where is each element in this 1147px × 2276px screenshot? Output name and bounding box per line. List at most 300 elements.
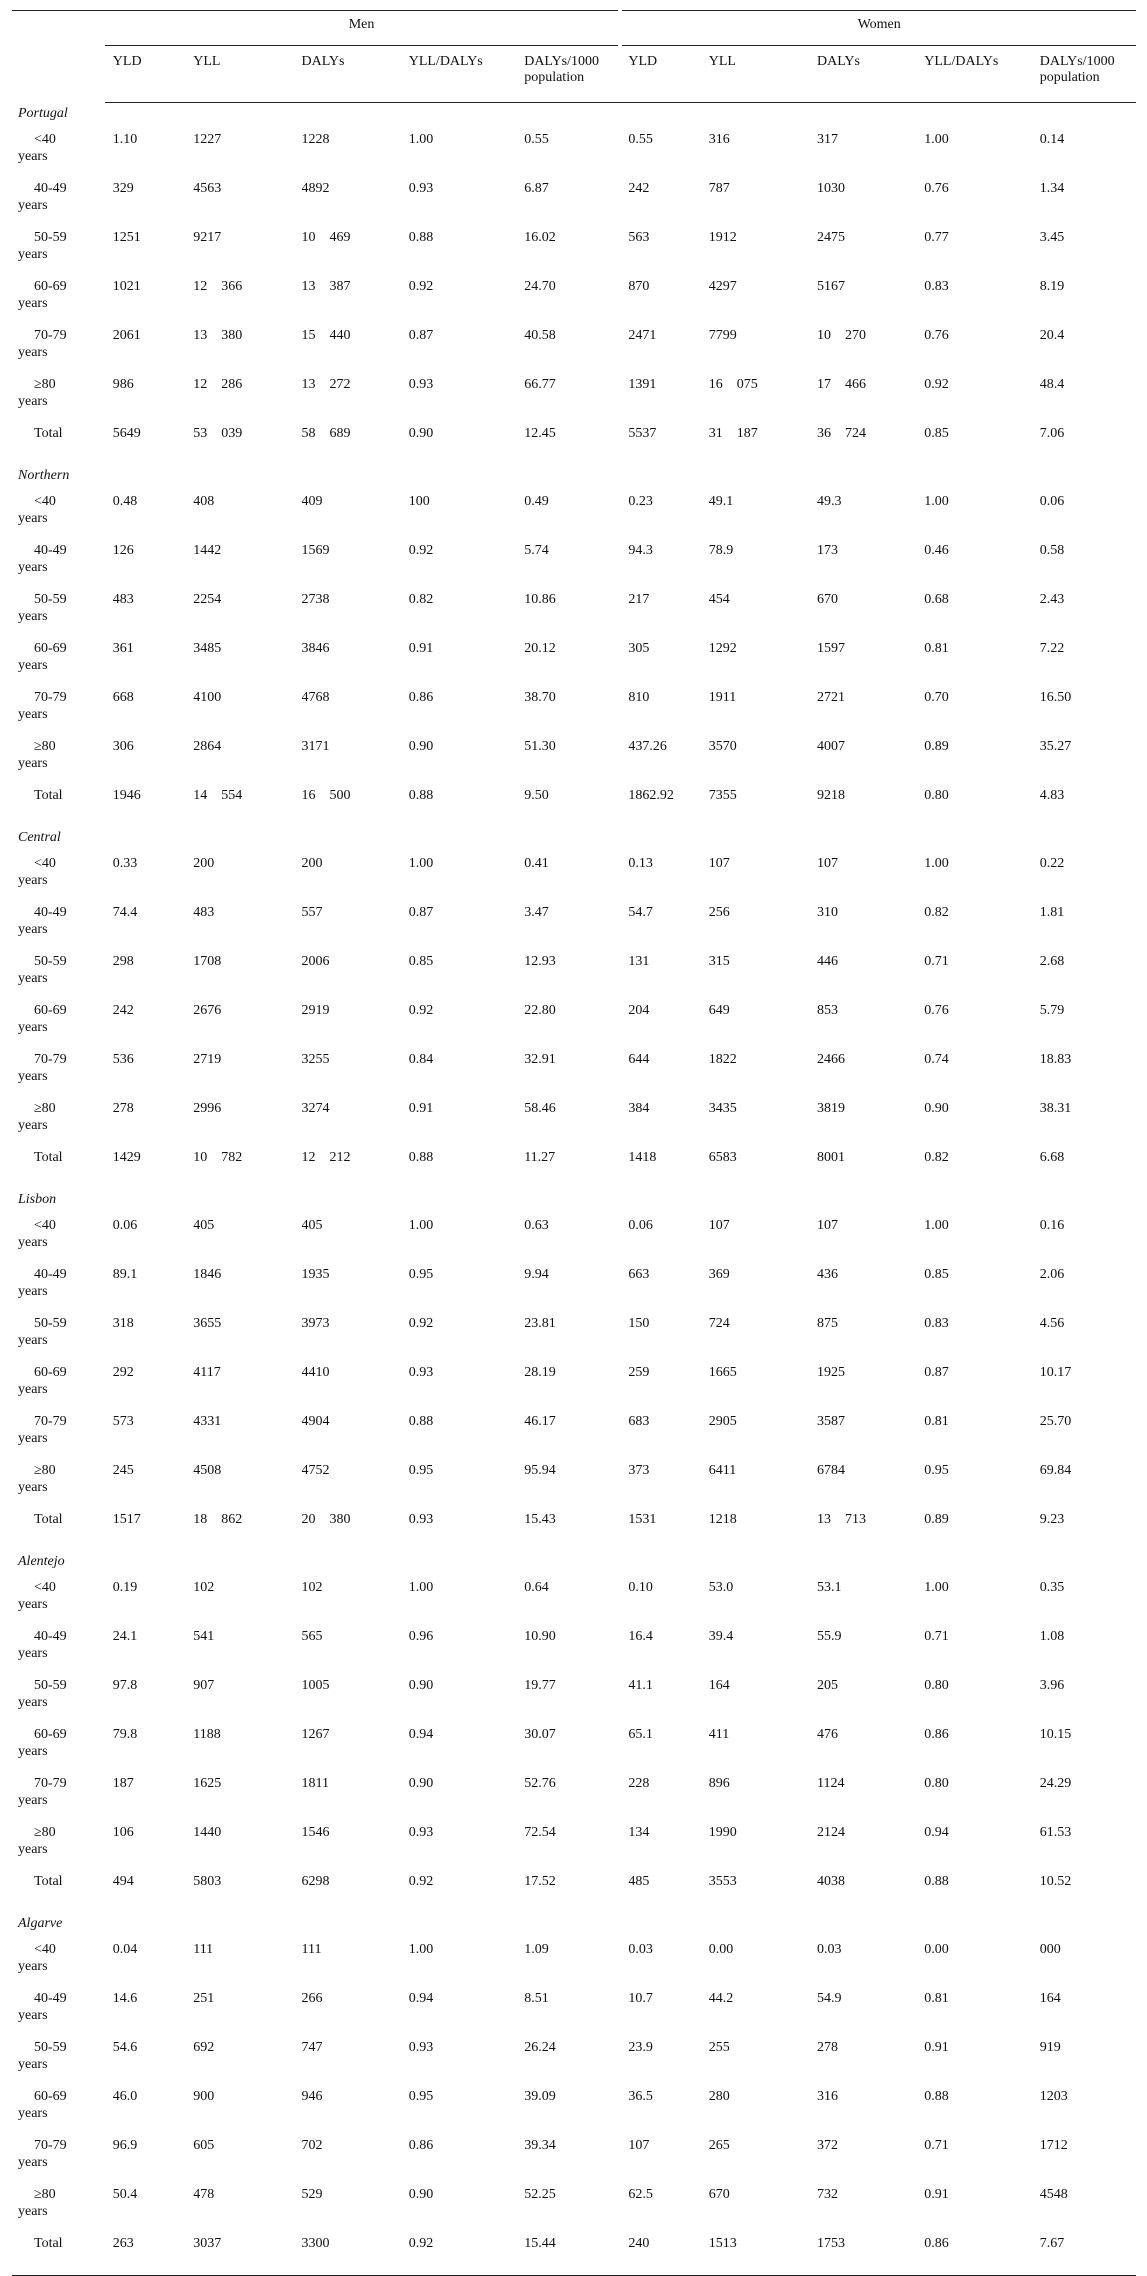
value-cell: 0.00: [924, 1942, 949, 1957]
value-cell: 0.90: [408, 2187, 434, 2202]
value-cell: 12 366: [193, 279, 243, 294]
value-cell: 58.46: [524, 1101, 556, 1116]
age-group-cell: [12, 1570, 105, 1619]
age-group-cell: [12, 122, 105, 171]
value-cell: 14.6: [112, 1991, 138, 2006]
value-cell: 0.64: [524, 1580, 549, 1595]
age-group-cell: [12, 171, 105, 220]
value-cell: 0.85: [408, 954, 434, 969]
value-cell: 4892: [301, 181, 330, 196]
value-cell: 2.68: [1039, 954, 1065, 969]
age-group-label: 50-59: [34, 230, 67, 245]
value-cell: 164: [1039, 1991, 1061, 2006]
value-cell: 310: [817, 905, 839, 920]
value-cell: 1.00: [408, 856, 434, 871]
value-cell: 30.07: [524, 1727, 556, 1742]
value-cell: 478: [193, 2187, 215, 2202]
value-cell: 1021: [112, 279, 141, 294]
daly-table: [12, 10, 1136, 2276]
value-cell: 1.00: [924, 1580, 949, 1595]
value-cell: 55.9: [817, 1629, 842, 1644]
value-cell: 5649: [112, 426, 141, 441]
value-cell: 0.95: [408, 1463, 434, 1478]
value-cell: 72.54: [524, 1825, 556, 1840]
age-group-label: Total: [34, 1874, 63, 1889]
value-cell: 0.90: [408, 1776, 434, 1791]
table-row: [12, 729, 1136, 778]
value-cell: 919: [1039, 2040, 1061, 2055]
col-header: DALYs/1000 population: [516, 46, 620, 103]
value-cell: 2721: [817, 690, 846, 705]
value-cell: 1.00: [924, 494, 949, 509]
age-group-label: Total: [34, 788, 63, 803]
value-cell: 0.71: [924, 954, 949, 969]
value-cell: 0.86: [408, 2138, 434, 2153]
age-group-suffix: years: [18, 1744, 48, 1759]
value-cell: 245: [112, 1463, 134, 1478]
age-group-label: 70-79: [34, 1052, 67, 1067]
table-row: [12, 582, 1136, 631]
value-cell: 10.86: [524, 592, 556, 607]
table-row: [12, 220, 1136, 269]
table-row: [12, 1257, 1136, 1306]
age-group-cell: [12, 1815, 105, 1864]
age-group-suffix: years: [18, 560, 48, 575]
age-group-cell: [12, 1766, 105, 1815]
value-cell: 732: [817, 2187, 839, 2202]
value-cell: 228: [628, 1776, 650, 1791]
value-cell: 16 500: [301, 788, 351, 803]
age-group-label: 60-69: [34, 2089, 67, 2104]
table-row: [12, 484, 1136, 533]
age-group-cell: [12, 2177, 105, 2226]
value-cell: 242: [628, 181, 650, 196]
value-cell: 0.91: [924, 2040, 949, 2055]
table-row: [12, 2177, 1136, 2226]
value-cell: 3.45: [1039, 230, 1065, 245]
value-cell: 907: [193, 1678, 215, 1693]
age-group-cell: [12, 220, 105, 269]
value-cell: 52.25: [524, 2187, 556, 2202]
value-cell: 200: [193, 856, 215, 871]
value-cell: 0.92: [408, 2236, 434, 2251]
value-cell: 0.80: [924, 1678, 949, 1693]
value-cell: 0.13: [628, 856, 653, 871]
value-cell: 0.81: [924, 1991, 949, 2006]
value-cell: 0.55: [628, 132, 653, 147]
value-cell: 1030: [817, 181, 846, 196]
age-group-suffix: years: [18, 2106, 48, 2121]
value-cell: 41.1: [628, 1678, 653, 1693]
value-cell: 204: [628, 1003, 650, 1018]
value-cell: 0.86: [924, 2236, 949, 2251]
header-blank: [12, 46, 105, 103]
value-cell: 810: [628, 690, 650, 705]
value-cell: 3485: [193, 641, 222, 656]
table-row: [12, 1140, 1136, 1189]
value-cell: 1251: [112, 230, 141, 245]
value-cell: 44.2: [708, 1991, 734, 2006]
value-cell: 107: [708, 856, 730, 871]
value-cell: 3570: [708, 739, 737, 754]
value-cell: 0.83: [924, 279, 949, 294]
header-women: Women: [620, 11, 1136, 46]
table-row: [12, 1570, 1136, 1619]
age-group-cell: [12, 993, 105, 1042]
value-cell: 0.92: [408, 1003, 434, 1018]
table-row: [12, 318, 1136, 367]
value-cell: 0.14: [1039, 132, 1065, 147]
table-row: [12, 1766, 1136, 1815]
value-cell: 0.06: [628, 1218, 653, 1233]
value-cell: 1.10: [112, 132, 138, 147]
age-group-suffix: years: [18, 1646, 48, 1661]
value-cell: 13 380: [193, 328, 243, 343]
age-group-cell: [12, 1717, 105, 1766]
age-group-cell: [12, 1355, 105, 1404]
region-row: [12, 465, 1136, 484]
table-row: [12, 1717, 1136, 1766]
table-row: [12, 2226, 1136, 2276]
region-name: Algarve: [18, 1916, 63, 1931]
value-cell: 787: [708, 181, 730, 196]
value-cell: 2471: [628, 328, 657, 343]
value-cell: 126: [112, 543, 134, 558]
value-cell: 0.81: [924, 641, 949, 656]
age-group-label: 60-69: [34, 279, 67, 294]
value-cell: 4117: [193, 1365, 221, 1380]
value-cell: 10.7: [628, 1991, 653, 2006]
value-cell: 853: [817, 1003, 839, 1018]
table-row: [12, 1355, 1136, 1404]
value-cell: 483: [193, 905, 215, 920]
age-group-cell: [12, 484, 105, 533]
age-group-cell: [12, 895, 105, 944]
value-cell: 26.24: [524, 2040, 556, 2055]
value-cell: 454: [708, 592, 730, 607]
value-cell: 10.15: [1039, 1727, 1072, 1742]
age-group-suffix: years: [18, 198, 48, 213]
age-group-suffix: years: [18, 2204, 48, 2219]
value-cell: 298: [112, 954, 134, 969]
value-cell: 2919: [301, 1003, 330, 1018]
age-group-suffix: years: [18, 1695, 48, 1710]
age-group-cell: [12, 1091, 105, 1140]
value-cell: 0.06: [1039, 494, 1065, 509]
age-group-label: Total: [34, 1512, 63, 1527]
table-row: [12, 993, 1136, 1042]
value-cell: 0.49: [524, 494, 549, 509]
region-row: [12, 1189, 1136, 1208]
value-cell: 605: [193, 2138, 215, 2153]
table-row: [12, 2030, 1136, 2079]
value-cell: 6784: [817, 1463, 846, 1478]
value-cell: 6298: [301, 1874, 330, 1889]
value-cell: 292: [112, 1365, 134, 1380]
value-cell: 0.87: [408, 905, 434, 920]
value-cell: 12 286: [193, 377, 243, 392]
value-cell: 1517: [112, 1512, 141, 1527]
value-cell: 0.90: [408, 739, 434, 754]
table-row: [12, 1453, 1136, 1502]
value-cell: 306: [112, 739, 134, 754]
table-row: [12, 2079, 1136, 2128]
age-group-label: 50-59: [34, 1316, 67, 1331]
value-cell: 1418: [628, 1150, 657, 1165]
value-cell: 670: [708, 2187, 730, 2202]
value-cell: 24.29: [1039, 1776, 1072, 1791]
value-cell: 13 713: [817, 1512, 867, 1527]
value-cell: 317: [817, 132, 839, 147]
age-group-cell: [12, 1140, 105, 1189]
value-cell: 25.70: [1039, 1414, 1072, 1429]
value-cell: 3037: [193, 2236, 222, 2251]
value-cell: 9218: [817, 788, 846, 803]
value-cell: 2466: [817, 1052, 846, 1067]
value-cell: 0.88: [408, 1150, 434, 1165]
value-cell: 164: [708, 1678, 730, 1693]
age-group-label: 70-79: [34, 690, 67, 705]
value-cell: 4752: [301, 1463, 330, 1478]
value-cell: 0.76: [924, 181, 949, 196]
value-cell: 16.02: [524, 230, 556, 245]
value-cell: 3.47: [524, 905, 549, 920]
age-group-suffix: years: [18, 511, 48, 526]
value-cell: 0.95: [924, 1463, 949, 1478]
value-cell: 16 075: [708, 377, 758, 392]
value-cell: 0.03: [817, 1942, 842, 1957]
value-cell: 20.4: [1039, 328, 1065, 343]
value-cell: 13 272: [301, 377, 351, 392]
value-cell: 0.92: [408, 279, 434, 294]
age-group-suffix: years: [18, 296, 48, 311]
value-cell: 000: [1039, 1942, 1061, 1957]
table-row: [12, 122, 1136, 171]
value-cell: 0.88: [924, 1874, 949, 1889]
value-cell: 541: [193, 1629, 215, 1644]
value-cell: 649: [708, 1003, 730, 1018]
value-cell: 187: [112, 1776, 134, 1791]
value-cell: 62.5: [628, 2187, 653, 2202]
value-cell: 7799: [708, 328, 737, 343]
age-group-cell: [12, 1453, 105, 1502]
value-cell: 278: [112, 1101, 134, 1116]
value-cell: 69.84: [1039, 1463, 1072, 1478]
age-group-cell: [12, 729, 105, 778]
value-cell: 15.44: [524, 2236, 556, 2251]
value-cell: 0.88: [408, 788, 434, 803]
value-cell: 405: [193, 1218, 215, 1233]
value-cell: 5537: [628, 426, 657, 441]
value-cell: 4563: [193, 181, 222, 196]
age-group-cell: [12, 680, 105, 729]
value-cell: 373: [628, 1463, 650, 1478]
value-cell: 0.94: [408, 1991, 434, 2006]
age-group-label: 70-79: [34, 1414, 67, 1429]
age-group-cell: [12, 1864, 105, 1913]
value-cell: 78.9: [708, 543, 734, 558]
value-cell: 8001: [817, 1150, 846, 1165]
value-cell: 10 782: [193, 1150, 243, 1165]
value-cell: 1811: [301, 1776, 329, 1791]
age-group-label: 50-59: [34, 1678, 67, 1693]
value-cell: 11.27: [524, 1150, 556, 1165]
value-cell: 106: [112, 1825, 134, 1840]
table-row: [12, 846, 1136, 895]
age-group-label: 40-49: [34, 1991, 67, 2006]
age-group-label: 70-79: [34, 1776, 67, 1791]
value-cell: 18.83: [1039, 1052, 1072, 1067]
value-cell: 54.7: [628, 905, 653, 920]
value-cell: 1218: [708, 1512, 737, 1527]
table-row: [12, 269, 1136, 318]
age-group-label: <40: [34, 1218, 56, 1233]
age-group-suffix: years: [18, 922, 48, 937]
value-cell: 3587: [817, 1414, 846, 1429]
age-group-suffix: years: [18, 345, 48, 360]
value-cell: 242: [112, 1003, 134, 1018]
value-cell: 2738: [301, 592, 330, 607]
value-cell: 1.00: [408, 1218, 434, 1233]
age-group-suffix: years: [18, 873, 48, 888]
age-group-label: ≥80: [34, 1825, 56, 1840]
value-cell: 2061: [112, 328, 141, 343]
value-cell: 724: [708, 1316, 730, 1331]
value-cell: 251: [193, 1991, 215, 2006]
age-group-label: 40-49: [34, 1267, 67, 1282]
age-group-cell: [12, 269, 105, 318]
value-cell: 24.70: [524, 279, 556, 294]
value-cell: 265: [708, 2138, 730, 2153]
value-cell: 6583: [708, 1150, 737, 1165]
table-row: [12, 944, 1136, 993]
value-cell: 4.83: [1039, 788, 1065, 803]
value-cell: 900: [193, 2089, 215, 2104]
value-cell: 1513: [708, 2236, 737, 2251]
value-cell: 870: [628, 279, 650, 294]
value-cell: 476: [817, 1727, 839, 1742]
value-cell: 7.22: [1039, 641, 1065, 656]
value-cell: 0.85: [924, 426, 949, 441]
value-cell: 436: [817, 1267, 839, 1282]
age-group-cell: [12, 1502, 105, 1551]
value-cell: 0.71: [924, 2138, 949, 2153]
table-row: [12, 2128, 1136, 2177]
value-cell: 0.86: [408, 690, 434, 705]
value-cell: 7.67: [1039, 2236, 1065, 2251]
value-cell: 3553: [708, 1874, 737, 1889]
age-group-cell: [12, 846, 105, 895]
age-group-cell: [12, 1932, 105, 1981]
value-cell: 1597: [817, 641, 846, 656]
value-cell: 48.4: [1039, 377, 1065, 392]
value-cell: 111: [193, 1942, 214, 1957]
col-header: YLL/DALYs: [401, 46, 516, 103]
age-group-suffix: years: [18, 394, 48, 409]
value-cell: 0.48: [112, 494, 138, 509]
age-group-cell: [12, 533, 105, 582]
value-cell: 107: [708, 1218, 730, 1233]
value-cell: 15.43: [524, 1512, 556, 1527]
value-cell: 6411: [708, 1463, 737, 1478]
value-cell: 4410: [301, 1365, 330, 1380]
col-header: DALYs: [809, 46, 916, 103]
table-row: [12, 1306, 1136, 1355]
value-cell: 0.22: [1039, 856, 1065, 871]
value-cell: 9.94: [524, 1267, 549, 1282]
age-group-label: 50-59: [34, 2040, 67, 2055]
value-cell: 0.92: [408, 543, 434, 558]
value-cell: 670: [817, 592, 839, 607]
value-cell: 1946: [112, 788, 141, 803]
value-cell: 10 469: [301, 230, 351, 245]
value-cell: 2676: [193, 1003, 222, 1018]
region-name: Lisbon: [18, 1192, 57, 1207]
value-cell: 0.03: [628, 1942, 653, 1957]
age-group-cell: [12, 1619, 105, 1668]
value-cell: 23.9: [628, 2040, 653, 2055]
value-cell: 6.68: [1039, 1150, 1065, 1165]
value-cell: 644: [628, 1052, 650, 1067]
value-cell: 0.23: [628, 494, 653, 509]
value-cell: 0.91: [408, 1101, 434, 1116]
value-cell: 36.5: [628, 2089, 653, 2104]
value-cell: 361: [112, 641, 134, 656]
region-name: Northern: [18, 468, 70, 483]
table-row: [12, 1404, 1136, 1453]
value-cell: 3435: [708, 1101, 737, 1116]
value-cell: 49.1: [708, 494, 734, 509]
age-group-suffix: years: [18, 1333, 48, 1348]
table-row: [12, 171, 1136, 220]
value-cell: 9217: [193, 230, 222, 245]
value-cell: 280: [708, 2089, 730, 2104]
value-cell: 316: [817, 2089, 839, 2104]
age-group-cell: [12, 778, 105, 827]
value-cell: 563: [628, 230, 650, 245]
age-group-label: 70-79: [34, 328, 67, 343]
value-cell: 58 689: [301, 426, 351, 441]
value-cell: 4508: [193, 1463, 222, 1478]
table-row: [12, 416, 1136, 465]
age-group-suffix: years: [18, 756, 48, 771]
value-cell: 3274: [301, 1101, 330, 1116]
value-cell: 74.4: [112, 905, 138, 920]
value-cell: 1.00: [408, 132, 434, 147]
value-cell: 2905: [708, 1414, 737, 1429]
value-cell: 946: [301, 2089, 323, 2104]
table-header: [12, 11, 1136, 103]
value-cell: 0.82: [924, 1150, 949, 1165]
col-header: YLL: [701, 46, 809, 103]
value-cell: 529: [301, 2187, 323, 2202]
value-cell: 0.93: [408, 1512, 434, 1527]
value-cell: 10.17: [1039, 1365, 1072, 1380]
value-cell: 1.00: [924, 856, 949, 871]
value-cell: 4904: [301, 1414, 330, 1429]
age-group-cell: [12, 2128, 105, 2177]
value-cell: 1862.92: [628, 788, 674, 803]
age-group-label: 50-59: [34, 954, 67, 969]
value-cell: 3846: [301, 641, 330, 656]
value-cell: 446: [817, 954, 839, 969]
value-cell: 0.76: [924, 1003, 949, 1018]
value-cell: 46.17: [524, 1414, 556, 1429]
age-group-label: <40: [34, 1942, 56, 1957]
value-cell: 0.04: [112, 1942, 138, 1957]
value-cell: 663: [628, 1267, 650, 1282]
value-cell: 28.19: [524, 1365, 556, 1380]
